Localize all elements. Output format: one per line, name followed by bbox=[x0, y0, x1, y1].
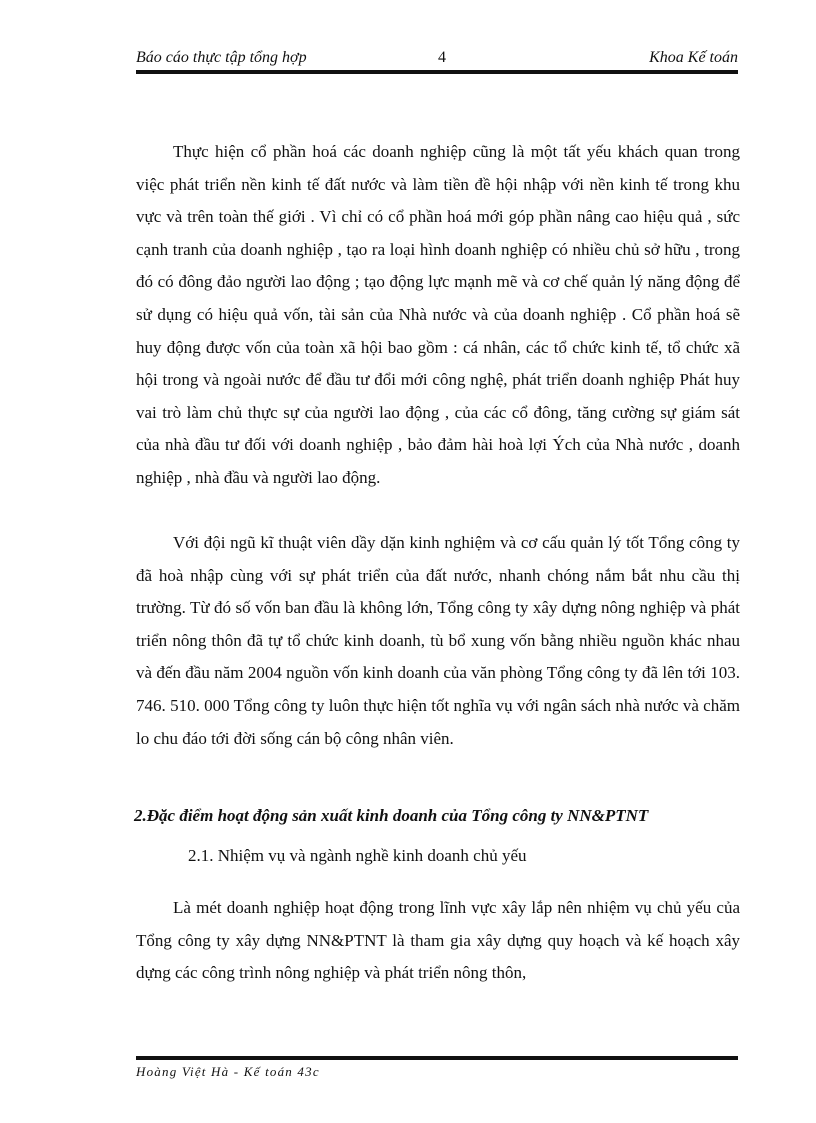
paragraph-text: Là mét doanh nghiệp hoạt động trong lĩnh vực xây lắp nên nhiệm vụ chủ yếu của Tổng công ty xây dựng NN&PTNT là tham gia xây dựng quy hoạch và kế hoạch xây dựng các công trình nông nghiệp và phát triển nông thôn, bbox=[136, 898, 740, 983]
paragraph-equitization bbox=[136, 136, 740, 495]
paragraph-staff-capital bbox=[136, 527, 740, 755]
header-rule bbox=[136, 70, 738, 74]
footer-rule bbox=[136, 1056, 738, 1060]
section-heading: 2.Đặc điểm hoạt động sản xuất kinh doanh của Tổng công ty NN&PTNT bbox=[134, 806, 649, 825]
header-department: Khoa Kế toán bbox=[649, 49, 738, 66]
subsection-heading: 2.1. Nhiệm vụ và ngành nghề kinh doanh chủ yếu bbox=[188, 846, 527, 865]
paragraph-text: Với đội ngũ kĩ thuật viên dầy dặn kinh nghiệm và cơ cấu quản lý tốt Tổng công ty đã hoà nhập cùng với sự phát triển của đất nước, nhanh chóng nắm bắt nhu cầu thị trường. Từ đó số vốn ban đầu là không lớn, Tổng công ty xây dựng nông nghiệp và phát triển nông thôn đã tự tổ chức kinh doanh, tù bổ xung vốn bằng nhiều nguồn khác nhau và đến đầu năm 2004 nguồn vốn kinh doanh của văn phòng Tổng công ty đã lên tới 103. 746. 510. 000 Tổng công ty luôn thực hiện tốt nghĩa vụ với ngân sách nhà nước và chăm lo chu đáo tới đời sống cán bộ công nhân viên. bbox=[136, 533, 740, 748]
paragraph-duties bbox=[136, 892, 740, 990]
paragraph-text: Thực hiện cổ phần hoá các doanh nghiệp cũng là một tất yếu khách quan trong việc phát triển nền kinh tế đất nước và làm tiền đề hội nhập với nền kinh tế trong khu vực và trên toàn thế giới . Vì chỉ có cổ phần hoá mới góp phần nâng cao hiệu quả , sức cạnh tranh của doanh nghiệp , tạo ra loại hình doanh nghiệp có nhiều chủ sở hữu , trong đó có đông đảo người lao động ; tạo động lực mạnh mẽ và cơ chế quản lý năng động để sử dụng có hiệu quả vốn, tài sản của Nhà nước và của doanh nghiệp . Cổ phần hoá sẽ huy động được vốn của toàn xã hội bao gồm : cá nhân, các tổ chức kinh tế, tổ chức xã hội trong và ngoài nước để đầu tư đổi mới công nghệ, phát triển doanh nghiệp Phát huy vai trò làm chủ thực sự của người lao động , của các cổ đông, tăng cường sự giám sát của nhà đầu tư đối với doanh nghiệp , bảo đảm hài hoà lợi Ých của Nhà nước , doanh nghiệp , nhà đầu và người lao động. bbox=[136, 142, 740, 487]
header-page-number: 4 bbox=[438, 49, 446, 66]
header-report-title: Báo cáo thực tập tổng hợp bbox=[136, 49, 307, 66]
page-footer: Hoàng Việt Hà - Kế toán 43c bbox=[136, 1064, 320, 1079]
page-header bbox=[136, 47, 738, 69]
